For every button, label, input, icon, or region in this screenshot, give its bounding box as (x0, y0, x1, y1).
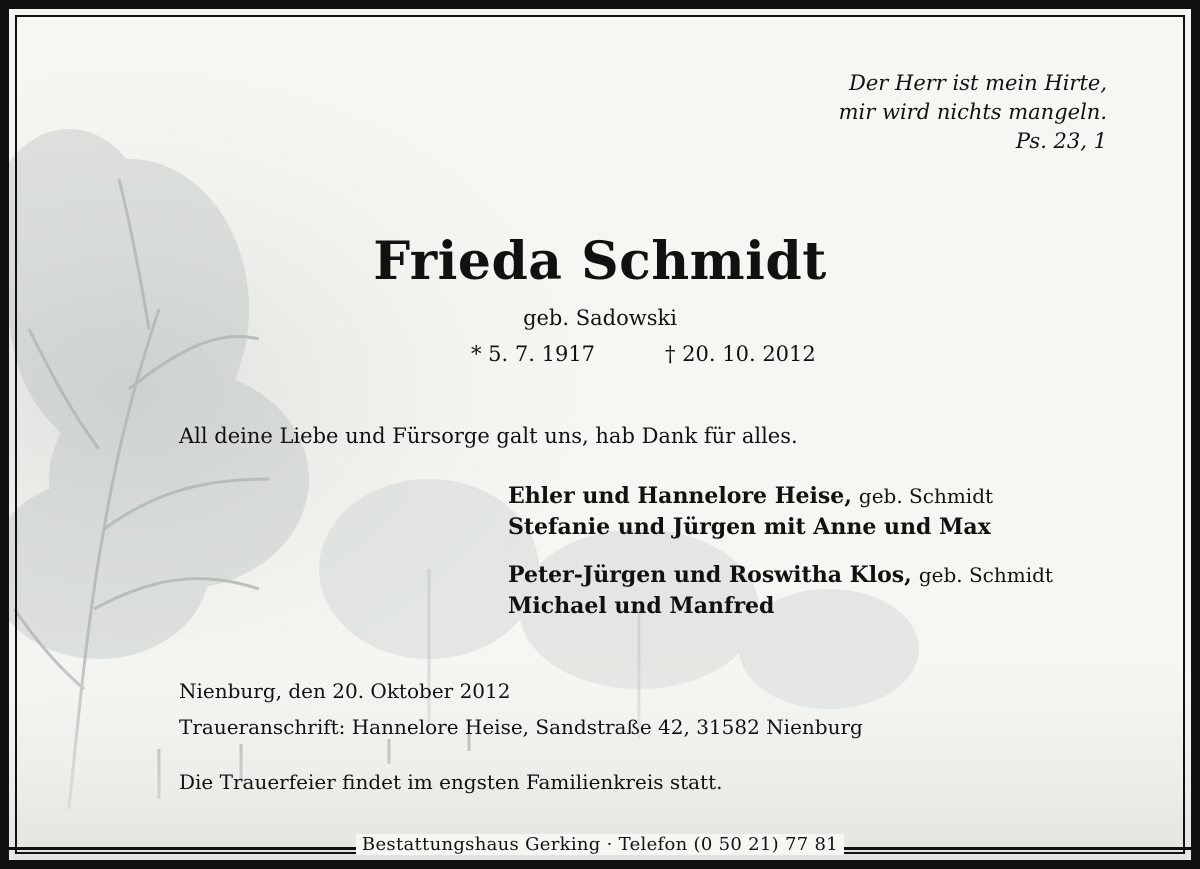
mourner-names: Ehler und Hannelore Heise, (508, 483, 852, 509)
mourner-line (508, 562, 1053, 588)
mourner-line (508, 483, 993, 509)
mourner-names: Peter-Jürgen und Roswitha Klos, (508, 562, 912, 588)
funeral-home-contact: Bestattungshaus Gerking · Telefon (0 50 21) 77 81 (356, 834, 844, 855)
deceased-name: Frieda Schmidt (373, 231, 827, 292)
psalm-reference: Ps. 23, 1 (1015, 129, 1107, 153)
mourner-line (508, 593, 774, 619)
birth-date: * 5. 7. 1917 (471, 342, 596, 366)
mourner-line (508, 514, 991, 540)
death-date: † 20. 10. 2012 (665, 342, 816, 366)
dedication-text: All deine Liebe und Fürsorge galt uns, hab Dank für alles. (179, 424, 798, 448)
mourner-names: Stefanie und Jürgen mit Anne und Max (508, 514, 991, 540)
place-and-date: Nienburg, den 20. Oktober 2012 (179, 679, 511, 703)
mourner-suffix: geb. Schmidt (858, 484, 994, 508)
mourner-suffix: geb. Schmidt (918, 563, 1053, 587)
mourner-names: Michael und Manfred (508, 593, 775, 619)
footer (9, 834, 1191, 855)
psalm-quote (839, 69, 1107, 156)
psalm-line-1: Der Herr ist mein Hirte, (849, 71, 1107, 95)
mourning-address: Traueranschrift: Hannelore Heise, Sandstraße 42, 31582 Nienburg (179, 715, 863, 739)
psalm-line-2: mir wird nichts mangeln. (838, 100, 1107, 124)
maiden-name: geb. Sadowski (523, 306, 677, 330)
ceremony-note: Die Trauerfeier findet im engsten Familienkreis statt. (179, 770, 723, 794)
